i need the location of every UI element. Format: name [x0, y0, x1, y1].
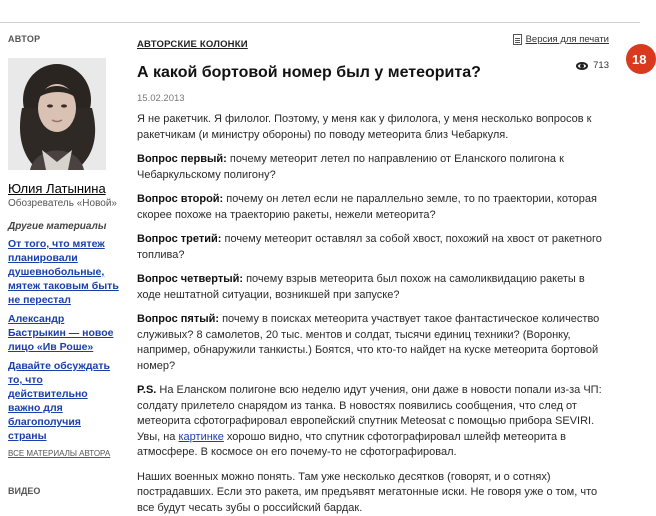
postscript-label: P.S. [137, 384, 156, 396]
question-label: Вопрос пятый: [137, 313, 219, 325]
question-text: почему взрыв метеорита был похож на самоликвидацию ракеты в ходе нештатной ситуации, возникшей при запуске? [137, 273, 585, 301]
author-role: Обозреватель «Новой» [8, 198, 120, 209]
question-label: Вопрос первый: [137, 153, 227, 165]
other-materials-heading: Другие материалы [8, 221, 120, 232]
postscript-text-continued: хорошо видно, что спутник сфотографировал шлейф метеорита в атмосфере. В космосе он его почему-то не сфотографировал. [137, 431, 566, 459]
author-photo [8, 58, 106, 170]
print-version-link[interactable] [513, 34, 609, 45]
question-text: почему метеорит оставлял за собой хвост, похожий на хвост от ракетного топлива? [137, 233, 602, 261]
question-label: Вопрос второй: [137, 193, 223, 205]
other-material-link[interactable]: Давайте обсуждать то, что действительно важно для благополучия страны [8, 359, 120, 443]
other-material-link[interactable]: Александр Бастрыкин — новое лицо «Ив Роше» [8, 312, 120, 354]
question-paragraph [137, 312, 611, 374]
article-title: А какой бортовой номер был у метеорита? [137, 64, 611, 82]
video-heading: ВИДЕО [8, 486, 40, 496]
header-divider [0, 22, 640, 23]
closing-paragraph: Наших военных можно понять. Там уже несколько десятков (говорят, и о сотнях) пострадавших. Если это ракета, им предъявят мегатонные иски. Не говоря уже о том, что все будут чесать зубы о российский бардак. [137, 470, 611, 516]
picture-link[interactable]: картинке [178, 431, 223, 443]
all-author-materials-link[interactable]: ВСЕ МАТЕРИАЛЫ АВТОРА [8, 449, 120, 458]
question-paragraph [137, 272, 611, 303]
eye-icon [576, 62, 588, 70]
author-name-link[interactable]: Юлия Латынина [8, 181, 120, 196]
author-sidebar [8, 34, 120, 458]
section-link[interactable]: АВТОРСКИЕ КОЛОНКИ [137, 39, 248, 50]
question-paragraph [137, 232, 611, 263]
postscript-paragraph [137, 383, 611, 461]
question-text: почему он летел если не параллельно земле, то по траектории, которая скорее похоже на траекторию ракеты, нежели метеорита? [137, 193, 597, 221]
author-heading: АВТОР [8, 34, 120, 44]
article-column [137, 34, 611, 516]
view-count-value: 713 [593, 60, 609, 71]
age-rating-badge: 18 [626, 44, 656, 74]
print-icon [513, 34, 522, 45]
author-avatar[interactable] [8, 58, 106, 170]
view-count [576, 60, 609, 71]
article-date: 15.02.2013 [137, 93, 611, 104]
print-version-label: Версия для печати [526, 34, 609, 45]
question-paragraph [137, 192, 611, 223]
question-text: почему в поисках метеорита участвует такое фантастическое количество служивых? 8 самолетов, 20 тыс. ментов и солдат, тысячи единиц техники? (Воронку, например, обнаружили танкисты.) Боятся, что кто-то найдет на куске метеорита бортовой номер? [137, 313, 599, 372]
question-text: почему метеорит летел по направлению от Еланского полигона к Чебаркульскому полигону? [137, 153, 564, 181]
postscript-text: На Еланском полигоне всю неделю идут учения, они даже в новости попали из-за ЧП: солдату прилетело снарядом из танка. В новостях появились сообщения, что след от метеорита сфотографировал европейский спутник Meteosat с помощью прибора SEVIRI. Увы, на [137, 384, 602, 443]
question-label: Вопрос четвертый: [137, 273, 243, 285]
other-material-link[interactable]: От того, что мятеж планировали душевнобольные, мятеж таковым быть не перестал [8, 237, 120, 307]
question-paragraph [137, 152, 611, 183]
article-body [137, 112, 611, 516]
article-intro: Я не ракетчик. Я филолог. Поэтому, у меня как у филолога, у меня несколько вопросов к ракетчикам (и министру обороны) по поводу метеорита близ Чебаркуля. [137, 112, 611, 143]
question-label: Вопрос третий: [137, 233, 221, 245]
